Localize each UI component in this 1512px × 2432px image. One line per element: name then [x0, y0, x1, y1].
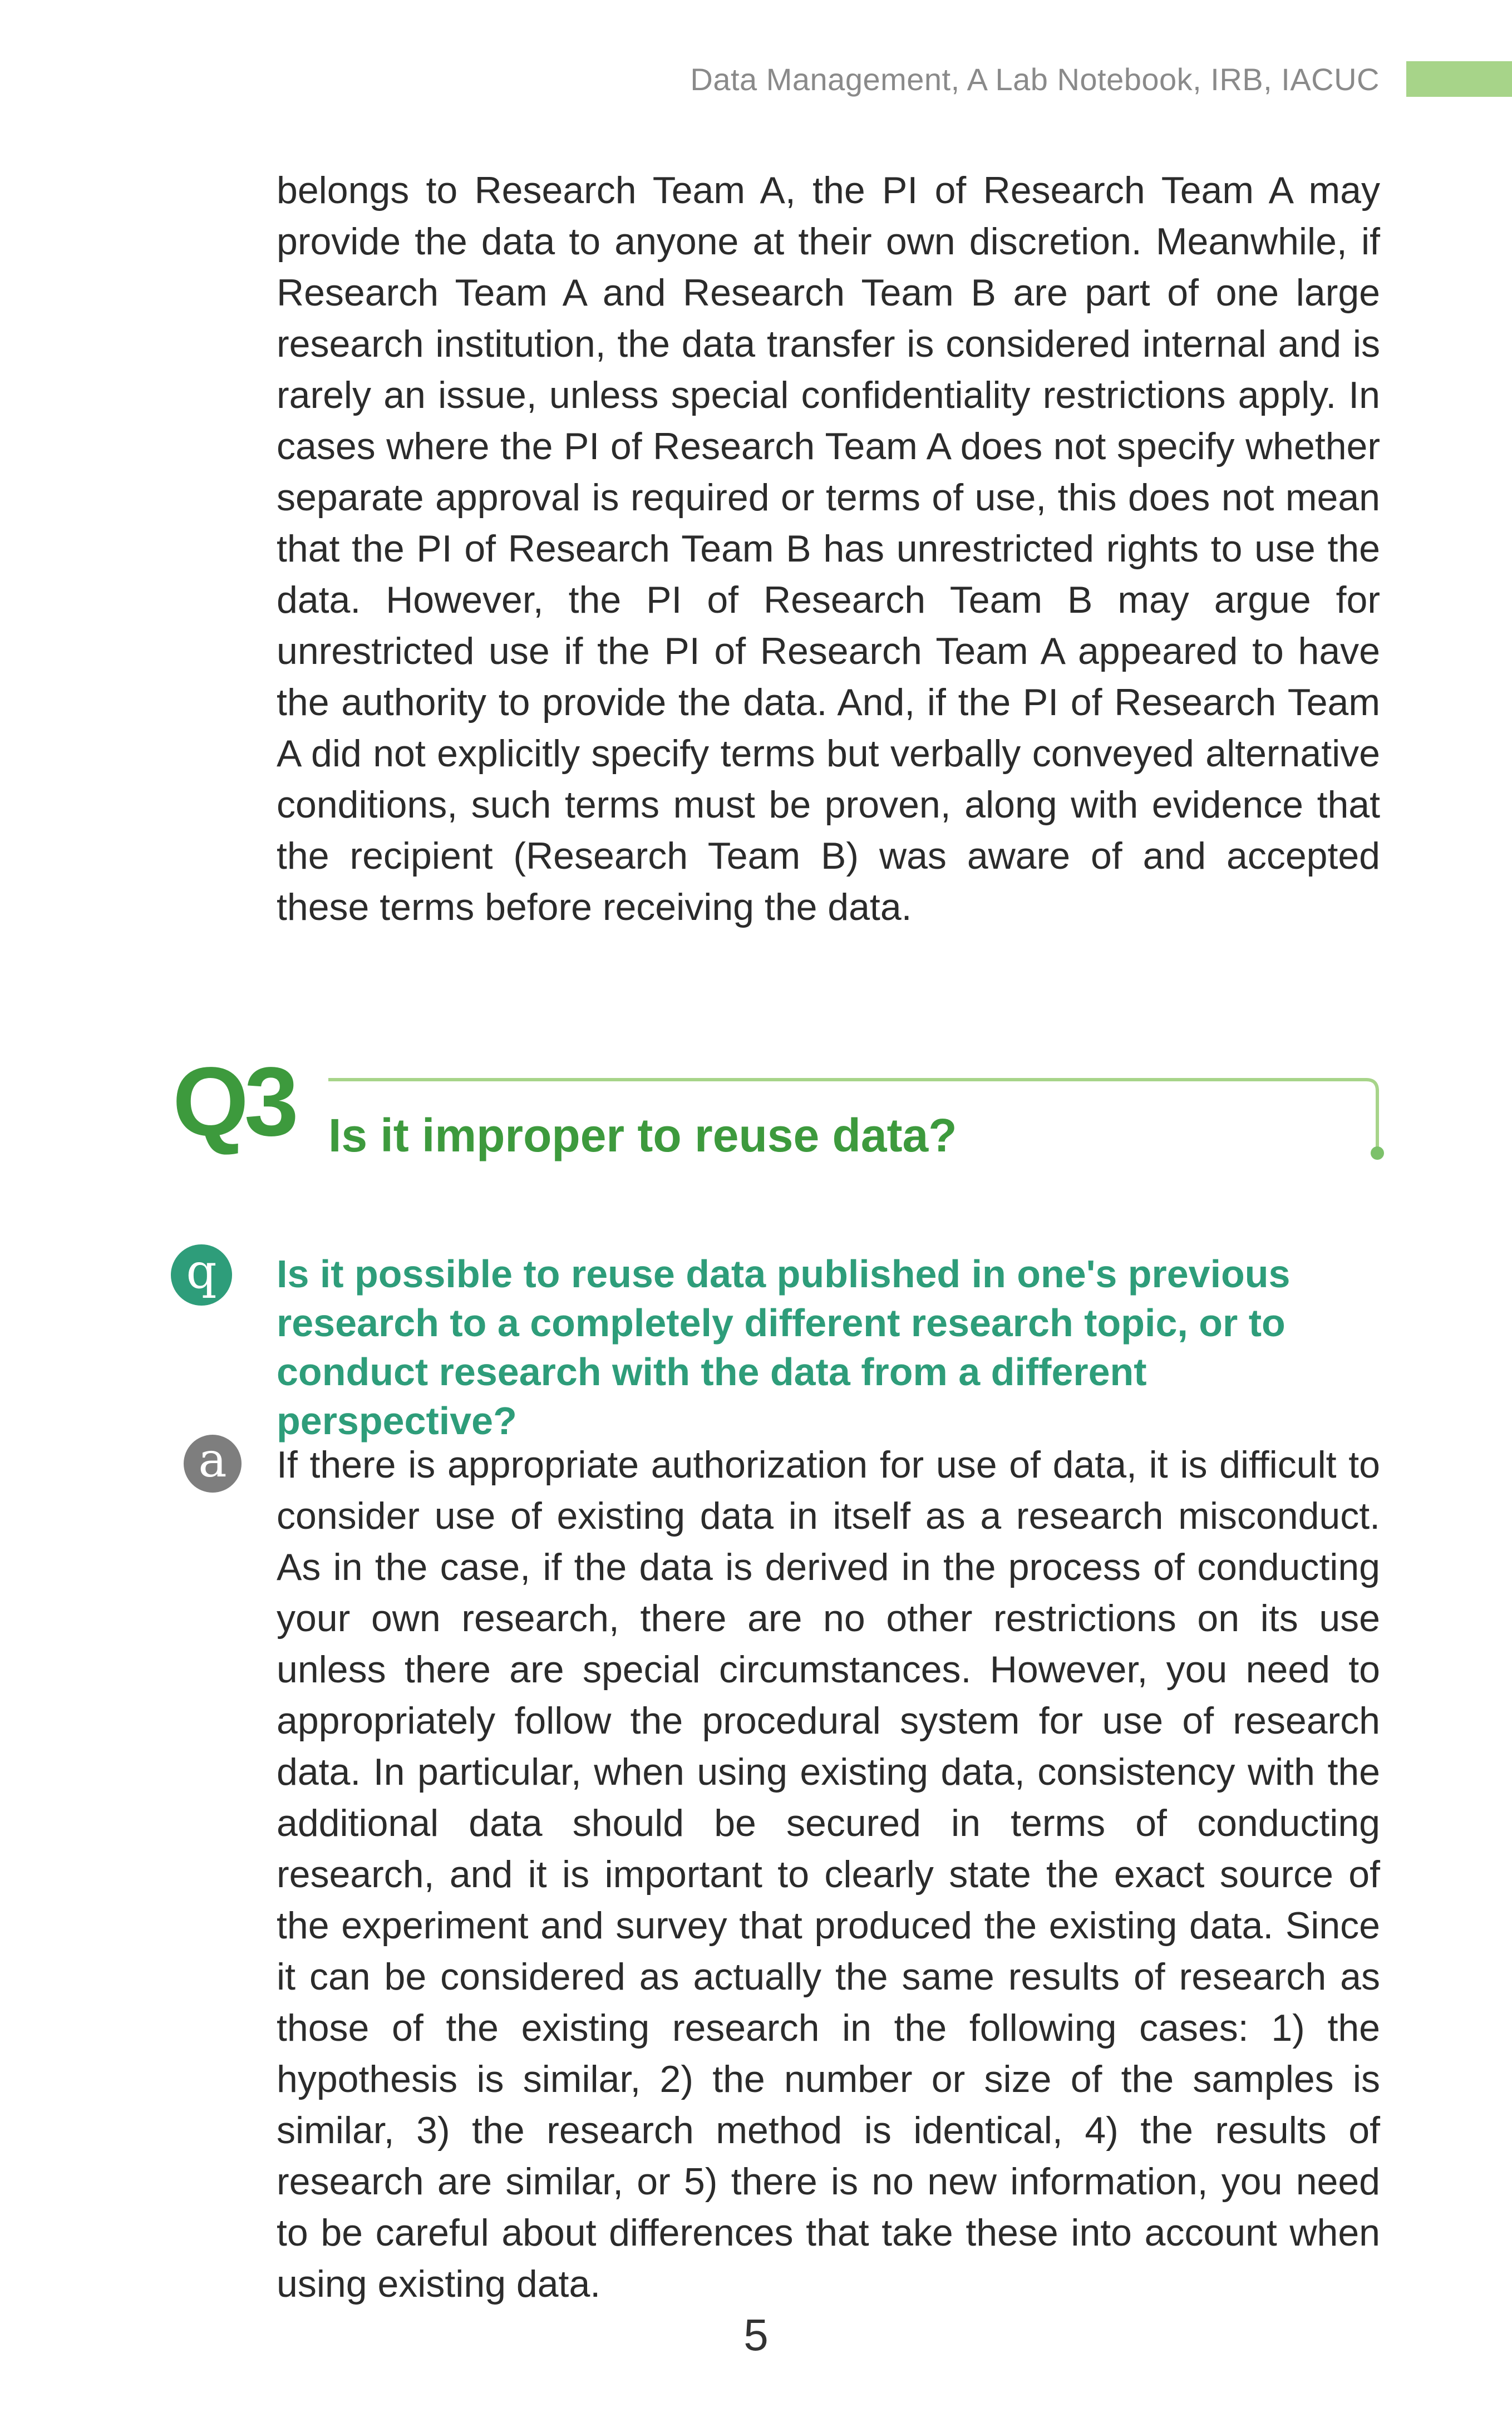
intro-paragraph: belongs to Research Team A, the PI of Research Team A may provide the data to anyone at their own discretion. Meanwhile, if Research Team A and Research Team B are part of one large research institution, the data transfer is considered internal and is rarely an issue, unless special confidentiality restrictions apply. In cases where the PI of Research Team A does not specify whether separate approval is required or terms of use, this does not mean that the PI of Research Team B has unrestricted rights to use the data. However, the PI of Research Team B may argue for unrestricted use if the PI of Research Team A appeared to have the authority to provide the data. And, if the PI of Research Team A did not explicitly specify terms but verbally conveyed alternative conditions, such terms must be proven, along with evidence that the recipient (Research Team B) was aware of and accepted these terms before receiving the data.: [277, 169, 1380, 928]
question-badge: q: [171, 1244, 232, 1306]
answer-badge: a: [184, 1435, 242, 1493]
section-title: Is it improper to reuse data?: [328, 1109, 957, 1161]
answer-text: If there is appropriate authorization for use of data, it is difficult to consider use of existing data in itself as a research misconduct. As in the case, if the data is derived in the process of conducting your own research, there are no other restrictions on its use unless there are special circumstances. However, you need to appropriately follow the procedural system for use of research data. In particular, when using existing data, consistency with the additional data should be secured in terms of conducting research, and it is important to clearly state the exact source of the experiment and survey that produced the existing data. Since it can be considered as actually the same results of research as those of the existing research in the following cases: 1) the hypothesis is similar, 2) the number or size of the samples is similar, 3) the research method is identical, 4) the results of research are similar, or 5) there is no new information, you need to be careful about differences that take these into account when using existing data.: [277, 1444, 1380, 2305]
running-header: Data Management, A Lab Notebook, IRB, IACUC: [690, 62, 1380, 97]
question-text: Is it possible to reuse data published in one's previous research to a completely different research topic, or to conduct research with the data from a different perspective?: [277, 1252, 1291, 1443]
header-color-tab: [1406, 61, 1512, 97]
section-number: Q3: [173, 1047, 294, 1156]
page-number: 5: [743, 2310, 769, 2360]
